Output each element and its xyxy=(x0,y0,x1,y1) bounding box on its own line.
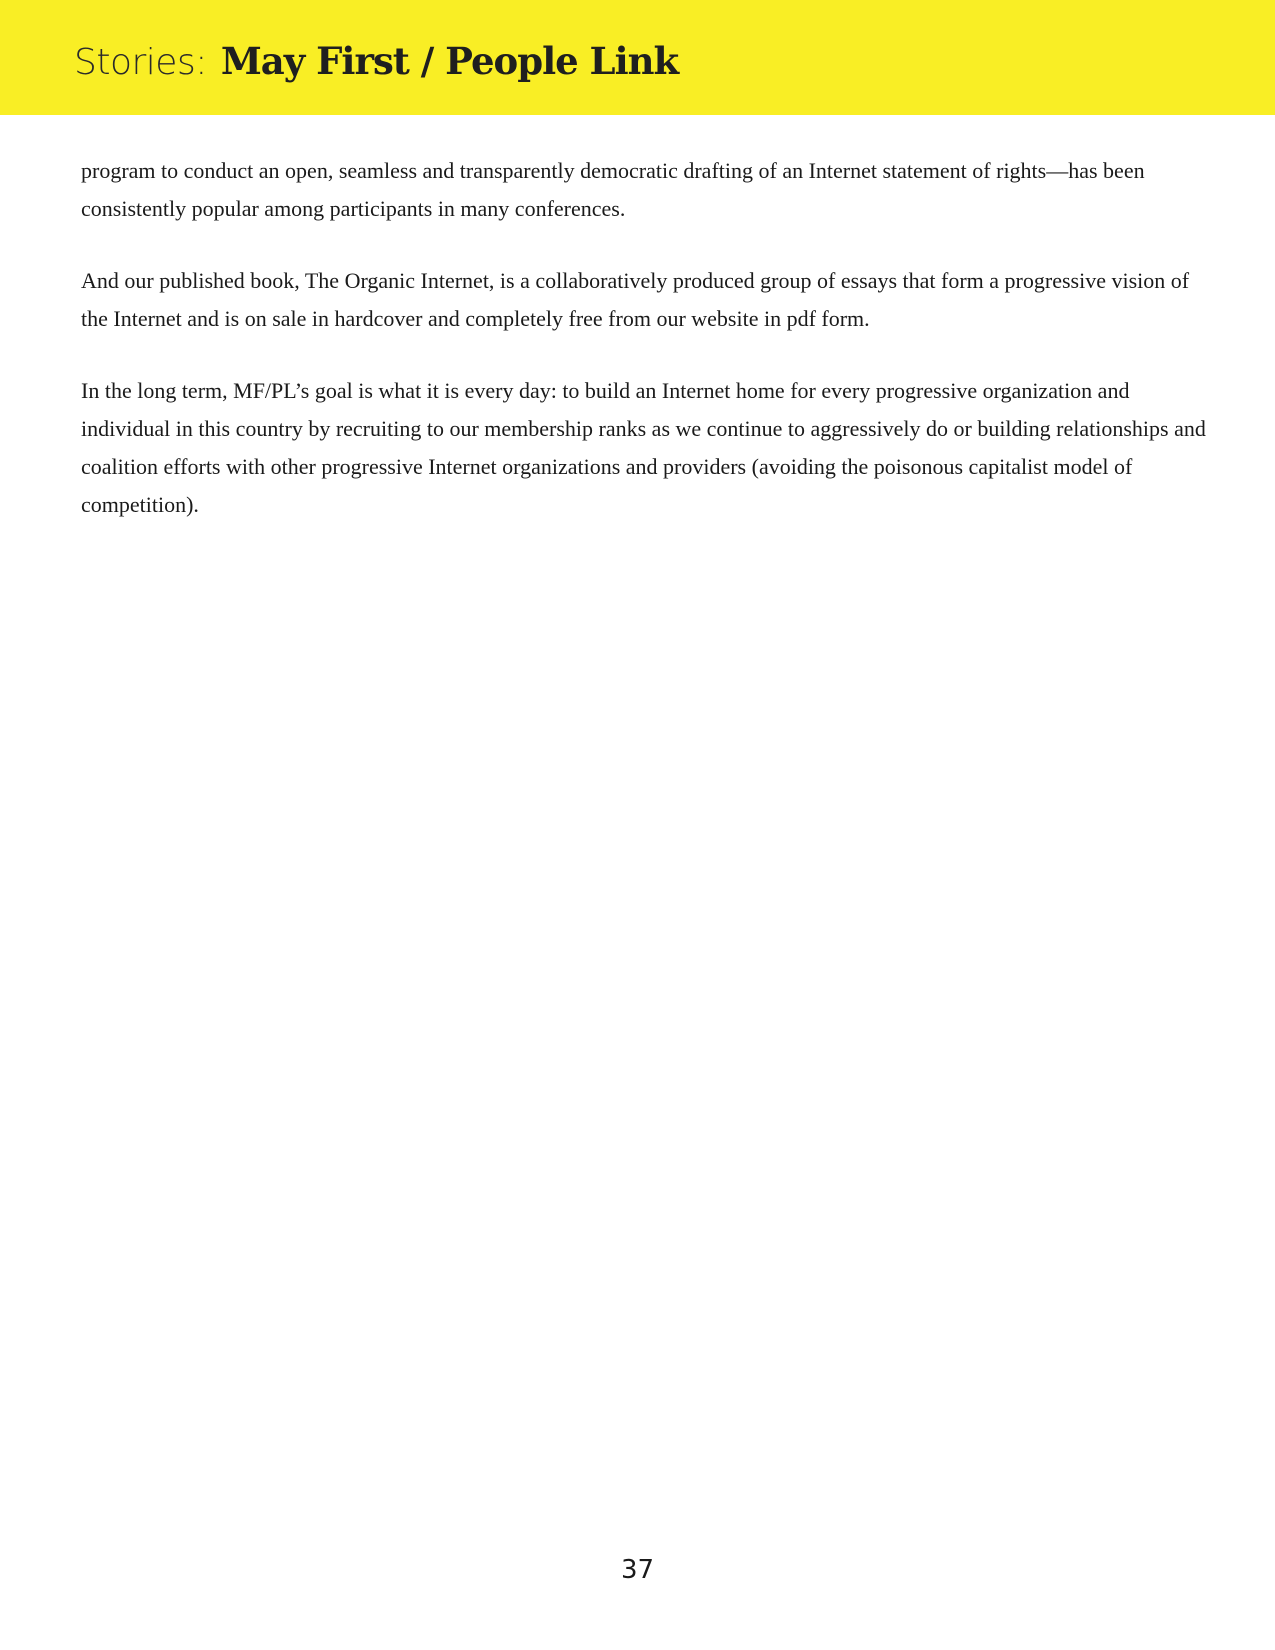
header-section-name: May First / People Link xyxy=(220,39,679,83)
header-prefix: Stories: xyxy=(74,42,207,83)
page-header-title xyxy=(74,36,678,86)
header-band xyxy=(0,0,1275,115)
paragraph-2: And our published book, The Organic Internet, is a collaboratively produced group of essays that form a progressive vision of the Internet and is on sale in hardcover and completely free from our website in pdf form. xyxy=(81,268,1190,331)
paragraph-3: In the long term, MF/PL’s goal is what it is every day: to build an Internet home for every progressive organization and individual in this country by recruiting to our membership ranks as we continue to aggressively do or building relationships and coalition efforts with other progressive Internet organizations and providers (avoiding the poisonous capitalist model of competition). xyxy=(81,378,1206,517)
paragraph-1: program to conduct an open, seamless and transparently democratic drafting of an Internet statement of rights—has been consistently popular among participants in many conferences. xyxy=(81,158,1145,221)
body-text xyxy=(81,152,1211,558)
page-number: 37 xyxy=(620,1555,655,1585)
